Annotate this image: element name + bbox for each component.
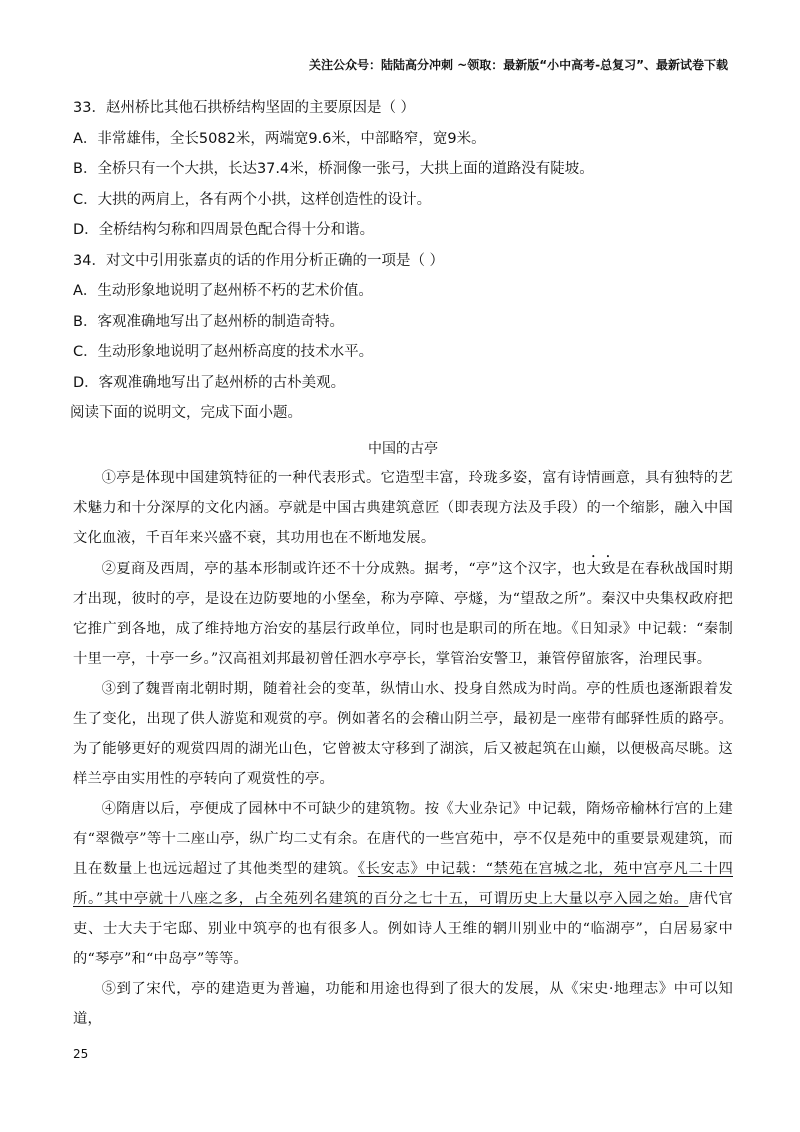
article-paragraph-4 — [73, 794, 733, 974]
emphasized-word: 大致 — [586, 560, 616, 577]
page-number: 25 — [73, 1047, 89, 1061]
article-paragraph-3: ③到了魏晋南北朝时期，随着社会的变革，纵情山水、投身自然成为时尚。亭的性质也逐渐跟着发生了变化，出现了供人游览和观赏的亭。例如著名的会稽山阴兰亭，最初是一座带有邮驿性质的路亭。为了能够更好的观赏四周的湖光山色，它曾被太守移到了湖滨，后又被起筑在山巅，以便极高尽眺。这样兰亭由实用性的亭转向了观赏性的亭。 — [73, 680, 733, 787]
article-paragraph-1: ①亭是体现中国建筑特征的一种代表形式。它造型丰富，玲珑多姿，富有诗情画意，具有独特的艺术魅力和十分深厚的文化内涵。亭就是中国古典建筑意匠（即表现方法及手段）的一个缩影，融入中国文化血液，千百年来兴盛不衰，其功用也在不断地发展。 — [73, 469, 733, 546]
paragraph-4-text-start: ④隋唐以后，亭便成了园林中不可缺少的建筑物。按《大业杂记》中记载，隋炀帝榆林行宫的上建有“翠微亭”等十二座山亭，纵广均二丈有余。在唐代的一些宫苑中，亭不仅是苑中的重要景观建筑，而且在数量上也远远超过了其他类型的建筑。 — [73, 800, 733, 877]
question-34-option-b: B．客观准确地写出了赵州桥的制造奇特。 — [73, 313, 344, 330]
question-33-option-b: B．全桥只有一个大拱，长达37.4米，桥洞像一张弓，大拱上面的道路没有陡坡。 — [73, 161, 594, 177]
question-34-option-d: D．客观准确地写出了赵州桥的古朴美观。 — [73, 374, 346, 391]
paragraph-2-text-end: 是在春秋战国时期才出现，彼时的亭，是设在边防要地的小堡垒，称为亭障、亭燧，为“望敌之所”。秦汉中央集权政府把它推广到各地，成了维持地方治安的基层行政单位，同时也是职司的所在地。《日知录》中记载：“秦制十里一亭，十亭一乡。”汉高祖刘邦最初曾任泗水亭亭长，掌管治安警卫，兼管停留旅客，治理民事。 — [73, 560, 733, 667]
page-header: 关注公众号：陆陆高分冲刺 ~领取：最新版“小中高考-总复习”、最新试卷下载 — [309, 58, 728, 72]
question-33-option-c: C．大拱的两肩上，各有两个小拱，这样创造性的设计。 — [73, 191, 432, 208]
question-33-option-d: D．全桥结构匀称和四周景色配合得十分和谐。 — [73, 222, 375, 238]
question-33-option-a: A．非常雄伟，全长5082米，两端宽9.6米，中部略窄，宽9米。 — [73, 130, 486, 147]
article-paragraph-2 — [73, 553, 733, 674]
document-body — [70, 93, 733, 1034]
question-34-option-c: C．生动形象地说明了赵州桥高度的技术水平。 — [73, 344, 374, 360]
paragraph-4-text-end: 唐代官吏、士大夫于宅邸、别业中筑亭的也有很多人。例如诗人王维的辋川别业中的“临湖亭”，白居易家中的“琴亭”和“中岛亭”等等。 — [73, 890, 733, 967]
article-paragraph-5: ⑤到了宋代，亭的建造更为普遍，功能和用途也得到了很大的发展，从《宋史·地理志》中可以知道， — [73, 980, 733, 1027]
question-34-option-a: A．生动形象地说明了赵州桥不朽的艺术价值。 — [73, 283, 373, 299]
article-title: 中国的古亭 — [368, 440, 438, 457]
reading-instruction: 阅读下面的说明文，完成下面小题。 — [70, 405, 302, 421]
question-33-stem: 33．赵州桥比其他石拱桥结构坚固的主要原因是（ ） — [73, 100, 416, 116]
question-34-stem: 34．对文中引用张嘉贞的话的作用分析正确的一项是（ ） — [73, 252, 445, 269]
underlined-sentence: 《长安志》中记载：“禁苑在宫城之北，苑中宫亭凡二十四所。”其中亭就十八座之多，占全苑列名建筑的百分之七十五，可谓历史上大量以亭入园之始。 — [73, 860, 733, 907]
paragraph-2-text-start: ②夏商及西周，亭的基本形制或许还不十分成熟。据考，“亭”这个汉字，也 — [101, 560, 587, 577]
